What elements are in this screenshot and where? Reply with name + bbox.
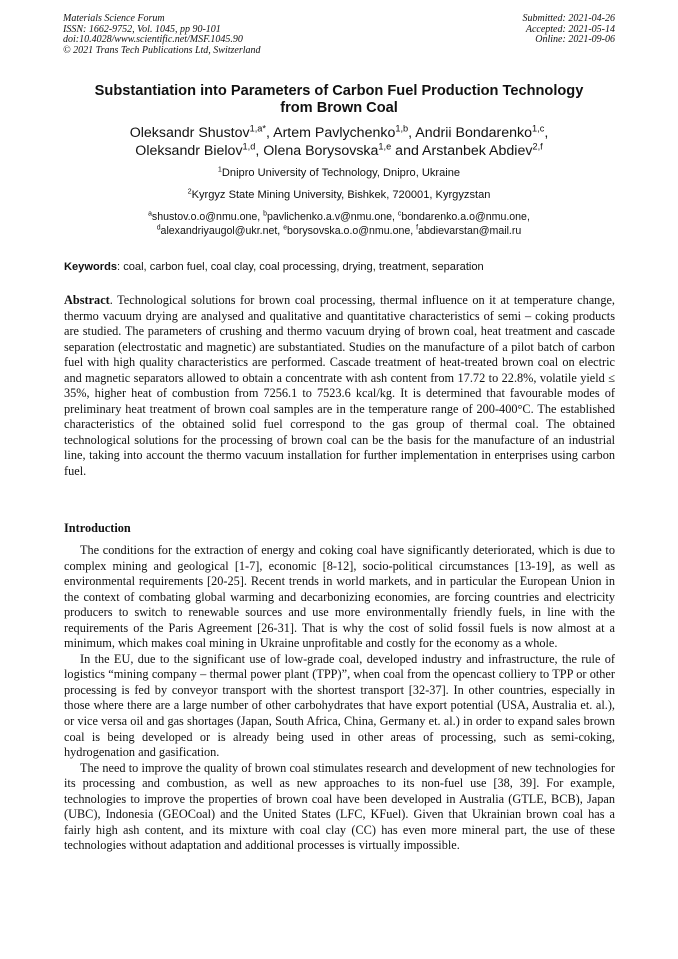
keywords-label: Keywords: [64, 261, 118, 273]
author-sup: 2,f: [532, 141, 543, 152]
email-address[interactable]: alexandriyaugol@ukr.net,: [160, 225, 284, 238]
affiliation-sup: 1: [217, 164, 222, 174]
email-sup: f: [416, 224, 419, 232]
author-name: Oleksandr Shustov: [129, 125, 250, 141]
email-address[interactable]: pavlichenko.a.v@nmu.one,: [267, 211, 398, 223]
accepted-date: Accepted: 2021-05-14: [525, 23, 615, 35]
author-sup: 1,d: [242, 141, 256, 152]
email-sup: d: [156, 224, 161, 232]
author-sep: ,: [255, 143, 264, 159]
intro-paragraph: The need to improve the quality of brown coal stimulates research and development of new technologies for its processing and combustion, as well as new approaches to its non-fuel use [38, 39]. For example, technologies to improve the properties of brown coal have been developed in Australia (GTLE, BCB), Japan (UBC), Indonesia (GEOCoal) and the United States (LFC, KFuel). Given that Ukrainian brown coal has a fairly high ash content, and its mixture with coal clay (CC) has even more mineral part, the use of these technologies without adaptation and additional processes is virtually impossible.: [64, 760, 615, 853]
email-sup: b: [263, 210, 267, 218]
intro-paragraph: The conditions for the extraction of energy and coking coal have significantly deteriorated, which is due to complex mining and geological [1-7], economic [8-12], socio-political circumstances [13-19], as well as environmental requirements [20-25]. Recent trends in world markets, and in particular the European Union in the context of combating global warming and decarbonizing economies, are forcing countries and electricity producers to switch to renewable sources and use more environmentally friendly fuels, in line with the requirements of the Paris Agreement [26-31]. That is why the cost of solid fossil fuels is now almost at a minimum, which makes coal mining in Ukraine unprofitable and costly for the economy as a whole.: [64, 543, 615, 651]
email-address[interactable]: shustov.o.o@nmu.one,: [151, 211, 264, 223]
author-name: Andrii Bondarenko: [415, 125, 533, 141]
author-name: Arstanbek Abdiev: [422, 143, 533, 159]
email-sup: e: [283, 224, 288, 232]
author-name: Oleksandr Bielov: [135, 143, 243, 159]
author-sep: ,: [266, 125, 274, 141]
email-line-2: [40, 224, 638, 238]
email-list: [40, 210, 638, 238]
affiliation-text: Kyrgyz State Mining University, Bishkek, 720001, Kyrgyzstan: [191, 189, 491, 201]
author-sep: ,: [544, 125, 549, 141]
paper-title: [40, 83, 638, 116]
abstract-label: Abstract: [64, 293, 110, 307]
email-line-1: [40, 210, 638, 224]
abstract-text: . Technological solutions for brown coal processing, thermal influence on it at temperature change, thermo vacuum drying are analysed and qualitative and quantitative characteristics of semi – coking products are studied. The parameters of crushing and thermo vacuum drying of brown coal, heat treatment and cascade separation (electrostatic and magnetic) are substantiated. Studies on the manufacture of a pilot batch of carbon fuel with high quality characteristics are performed. Cascade treatment of heat-treated brown coal on electric and magnetic separators allowed to obtain a concentrate with ash content from 17.72 to 22.8%, volatile yield ≤ 35%, higher heat of combustion from 7256.1 to 7523.6 kcal/kg. It is determined that favourable modes of preliminary heat treatment of brown coal samples are in the temperature range of 200-400°C. The established characteristics of the obtained solid fuel correspond to the gas group of thermal coal. The obtained technological solutions for the processing of brown coal can be the basis for the manufacture of an industrial line, taking into account the thermo vacuum installation for further implementation in enterprises using carbon fuel.: [64, 293, 615, 479]
author-sup: 1,b: [395, 123, 409, 134]
email-address[interactable]: borysovska.o.o@nmu.one,: [287, 225, 417, 238]
dates-header: [523, 14, 616, 46]
affiliation-text: Dnipro University of Technology, Dnipro, Ukraine: [221, 167, 461, 179]
email-address[interactable]: abdievarstan@mail.ru: [418, 225, 522, 238]
author-list: [40, 124, 638, 160]
email-sup: a: [148, 210, 152, 218]
affiliation-2: [40, 186, 638, 202]
introduction-body: [64, 543, 615, 854]
title-line-1: Substantiation into Parameters of Carbon Fuel Production Technology: [94, 83, 584, 99]
title-line-2: from Brown Coal: [280, 99, 398, 116]
author-sep: ,: [408, 125, 416, 141]
keywords-line: [64, 261, 616, 274]
doi-line: doi:10.4028/www.scientific.net/MSF.1045.90: [63, 34, 243, 46]
journal-header: [63, 14, 261, 56]
journal-name: Materials Science Forum: [63, 13, 165, 24]
affiliation-1: [40, 164, 638, 180]
section-heading-introduction: Introduction: [64, 521, 131, 535]
intro-paragraph: In the EU, due to the significant use of low-grade coal, developed industry and infrastructure, the rule of logistics “mining company – thermal power plant (TPP)”, when coal from the opencast colliery to TPP or other processing is fed by conveyor transport with the shortest transport [32-37]. In other countries, especially in those where there are a large number of other carbohydrates that have export potential (USA, Australia et. al.), or vice versa oil and gas shortages (Japan, South Africa, China, Germany et. al.) in order to expand sales brown coal is being developed or is already being used in other areas of processing, such as semi-coking, hydrogenation and gasification.: [64, 651, 615, 760]
author-sup: 1,c: [532, 123, 545, 134]
email-sup: c: [397, 210, 402, 218]
affiliation-sup: 2: [187, 186, 192, 196]
author-name: Olena Borysovska: [263, 143, 379, 159]
issn-line: ISSN: 1662-9752, Vol. 1045, pp 90-101: [63, 23, 221, 35]
author-sup: 1,e: [378, 141, 392, 152]
copyright-line: © 2021 Trans Tech Publications Ltd, Switzerland: [63, 44, 261, 56]
online-date: Online: 2021-09-06: [535, 34, 615, 46]
submitted-date: Submitted: 2021-04-26: [522, 13, 615, 24]
author-line-2: [40, 142, 638, 160]
author-line-1: [40, 124, 638, 142]
abstract: [64, 293, 615, 480]
author-name: Artem Pavlychenko: [273, 125, 396, 141]
email-address[interactable]: bondarenko.a.o@nmu.one,: [401, 211, 530, 223]
keywords-text: : coal, carbon fuel, coal clay, coal processing, drying, treatment, separation: [117, 261, 484, 273]
author-sup: 1,a*: [249, 123, 266, 134]
author-sep: and: [391, 143, 423, 159]
